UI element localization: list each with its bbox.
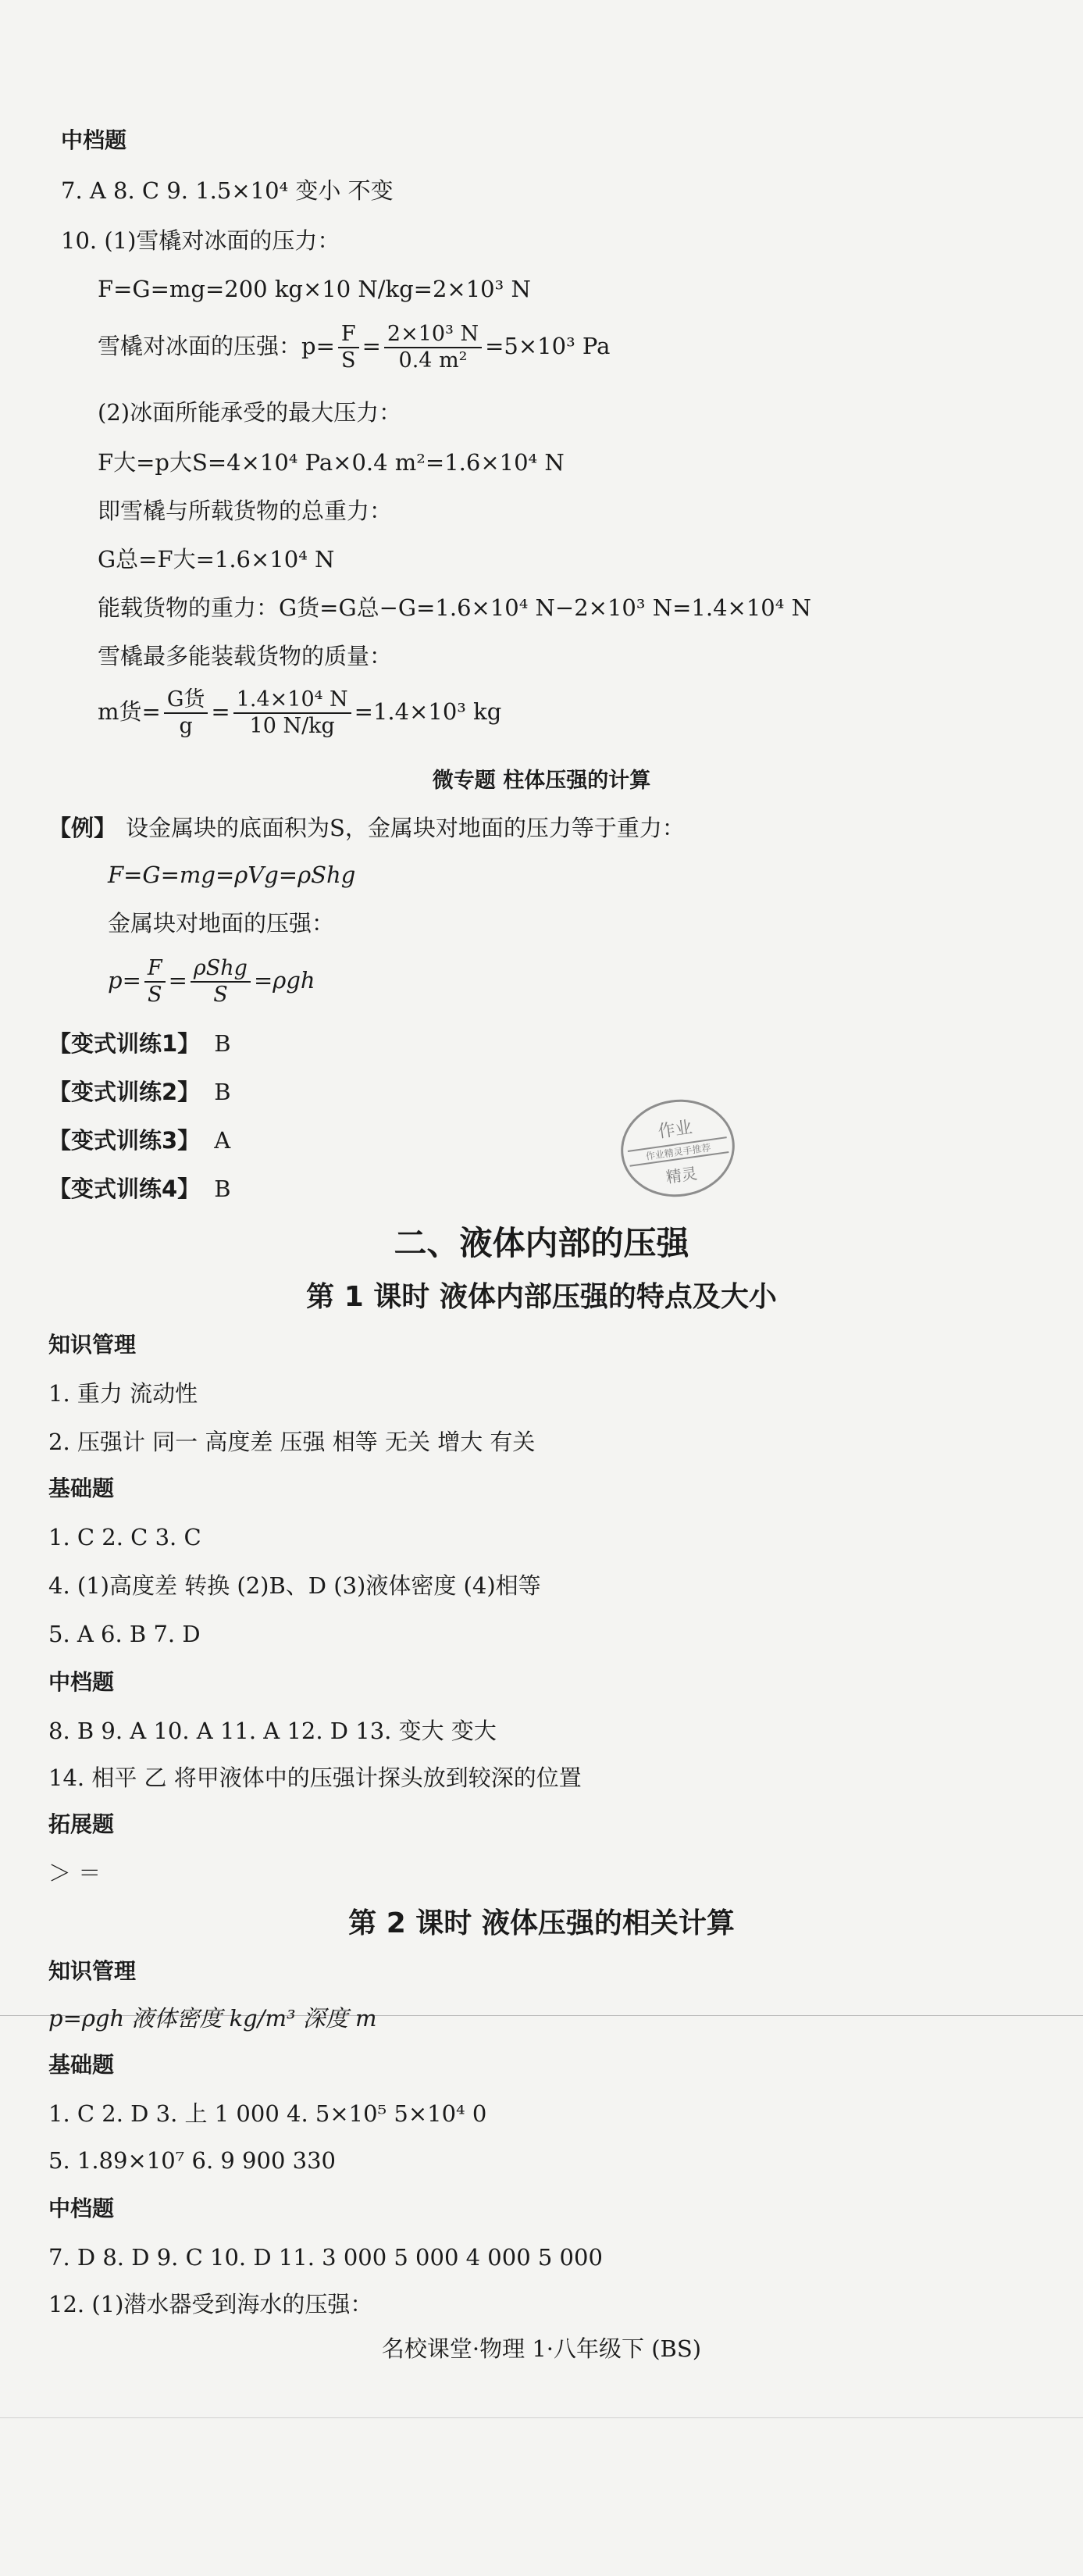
variant-2-label: 【变式训练2】: [48, 1079, 201, 1105]
basic-line-3: 5. A 6. B 7. D: [48, 1621, 201, 1647]
equation-mass-result: =1.4×10³ kg: [354, 698, 502, 725]
fraction-mass-values: [233, 687, 351, 739]
numerator: 2×10³ N: [384, 322, 482, 348]
knowledge-line-1: 1. 重力 流动性: [48, 1380, 198, 1407]
equals-sign: =: [362, 333, 381, 359]
variant-3-answer: A: [214, 1127, 231, 1154]
mid-level-heading: 中档题: [48, 2196, 115, 2221]
example-line: [48, 812, 685, 844]
numerator: ρShg: [191, 956, 251, 983]
equation-mass-prefix: m货=: [98, 698, 161, 725]
equation-pressure-prefix: 雪橇对冰面的压强：p=: [98, 333, 335, 359]
equation-prefix: p=: [108, 967, 141, 994]
numerator: G货: [164, 687, 208, 714]
bottom-scan-line: [0, 2417, 1083, 2418]
fraction-values: [384, 322, 482, 373]
basic-heading: 基础题: [48, 1475, 115, 1501]
example-pressure-label: 金属块对地面的压强：: [108, 910, 335, 937]
knowledge-heading: 知识管理: [48, 1958, 137, 1984]
variant-1-answer: B: [214, 1030, 231, 1057]
fraction-rho-shg: [191, 956, 251, 1008]
mid-line-2: 14. 相平 乙 将甲液体中的压强计探头放到较深的位置: [48, 1764, 582, 1791]
equation-cargo-mass: [98, 684, 501, 739]
denominator: 0.4 m²: [398, 348, 468, 373]
extension-line-1: ＞ ＝: [48, 1860, 102, 1886]
equals-sign: =: [168, 967, 187, 994]
variant-4-answer: B: [214, 1176, 231, 1202]
mid-line-1: 8. B 9. A 10. A 11. A 12. D 13. 变大 变大: [48, 1718, 497, 1744]
variant-4-label: 【变式训练4】: [48, 1176, 201, 1202]
knowledge-heading: 知识管理: [48, 1332, 137, 1358]
numerator: 1.4×10⁴ N: [233, 687, 351, 714]
equation-force: F=G=mg=200 kg×10 N/kg=2×10³ N: [98, 276, 531, 302]
fraction-f-over-s: [144, 956, 166, 1008]
denominator: S: [340, 348, 356, 373]
page-footer: 名校课堂·物理 1·八年级下 (BS): [381, 2335, 702, 2362]
total-weight-label: 即雪橇与所载货物的总重力：: [98, 498, 393, 524]
example-text: 设金属块的底面积为S，金属块对地面的压力等于重力：: [126, 815, 685, 841]
variant-2-answer: B: [214, 1079, 231, 1105]
mid-line-2: 12. (1)潜水器受到海水的压强：: [48, 2291, 373, 2317]
equation-pressure-result: =5×10³ Pa: [485, 333, 611, 359]
variant-1-label: 【变式训练1】: [48, 1030, 201, 1057]
variant-3-label: 【变式训练3】: [48, 1127, 201, 1154]
answer-line-7-9: 7. A 8. C 9. 1.5×10⁴ 变小 不变: [61, 177, 394, 204]
stamp-bottom-text: 精灵: [664, 1163, 699, 1187]
mid-level-heading: 中档题: [61, 127, 127, 153]
equation-max-force: F大=p大S=4×10⁴ Pa×0.4 m²=1.6×10⁴ N: [98, 449, 565, 476]
denominator: 10 N/kg: [249, 714, 335, 738]
numerator: F: [338, 322, 359, 348]
variant-3: [48, 1125, 230, 1156]
watermark-stamp: [615, 1092, 741, 1204]
answer-10-intro: 10. (1)雪橇对冰面的压力：: [61, 227, 340, 254]
equation-total-weight: G总=F大=1.6×10⁴ N: [98, 546, 335, 573]
cargo-mass-label: 雪橇最多能装载货物的质量：: [98, 643, 393, 669]
basic-line-2: 4. (1)高度差 转换 (2)B、D (3)液体密度 (4)相等: [48, 1572, 541, 1599]
stamp-mid-text: 作业精灵手推荐: [628, 1136, 729, 1167]
section-title: 二、液体内部的压强: [394, 1224, 689, 1262]
mid-line-1: 7. D 8. D 9. C 10. D 11. 3 000 5 000 4 000 5 000: [48, 2244, 603, 2271]
equation-result: =ρgh: [253, 967, 315, 994]
basic-line-2: 5. 1.89×10⁷ 6. 9 900 330: [48, 2147, 336, 2174]
extension-heading: 拓展题: [48, 1811, 115, 1837]
equation-pressure: [98, 319, 610, 373]
example-label: 【例】: [48, 815, 117, 841]
fraction-g-over-g: [164, 687, 208, 739]
variant-1: [48, 1028, 231, 1059]
equals-sign: =: [211, 698, 230, 725]
example-equation-force: F=G=mg=ρVg=ρShg: [108, 862, 356, 888]
knowledge-line-2: 2. 压强计 同一 高度差 压强 相等 无关 增大 有关: [48, 1429, 536, 1455]
knowledge-line-1: p=ρgh 液体密度 kg/m³ 深度 m: [48, 2005, 377, 2032]
denominator: S: [213, 983, 228, 1007]
denominator: g: [179, 714, 193, 738]
denominator: S: [147, 983, 162, 1007]
example-equation-pressure: [108, 953, 315, 1008]
variant-4: [48, 1173, 231, 1204]
variant-2: [48, 1076, 231, 1108]
micro-topic-title: 微专题 柱体压强的计算: [432, 769, 651, 793]
mid-level-heading: 中档题: [48, 1669, 115, 1695]
answer-10-part2: (2)冰面所能承受的最大压力：: [98, 399, 402, 426]
lesson-2-title: 第 2 课时 液体压强的相关计算: [348, 1907, 735, 1939]
fraction-f-over-s: [338, 322, 359, 373]
basic-line-1: 1. C 2. D 3. 上 1 000 4. 5×10⁵ 5×10⁴ 0: [48, 2100, 487, 2127]
basic-heading: 基础题: [48, 2052, 115, 2078]
basic-line-1: 1. C 2. C 3. C: [48, 1524, 201, 1550]
lesson-1-title: 第 1 课时 液体内部压强的特点及大小: [306, 1281, 777, 1313]
equation-cargo-weight: 能载货物的重力：G货=G总−G=1.6×10⁴ N−2×10³ N=1.4×10⁴ N: [98, 594, 811, 621]
numerator: F: [144, 956, 166, 983]
stamp-top-text: 作业: [657, 1118, 694, 1143]
